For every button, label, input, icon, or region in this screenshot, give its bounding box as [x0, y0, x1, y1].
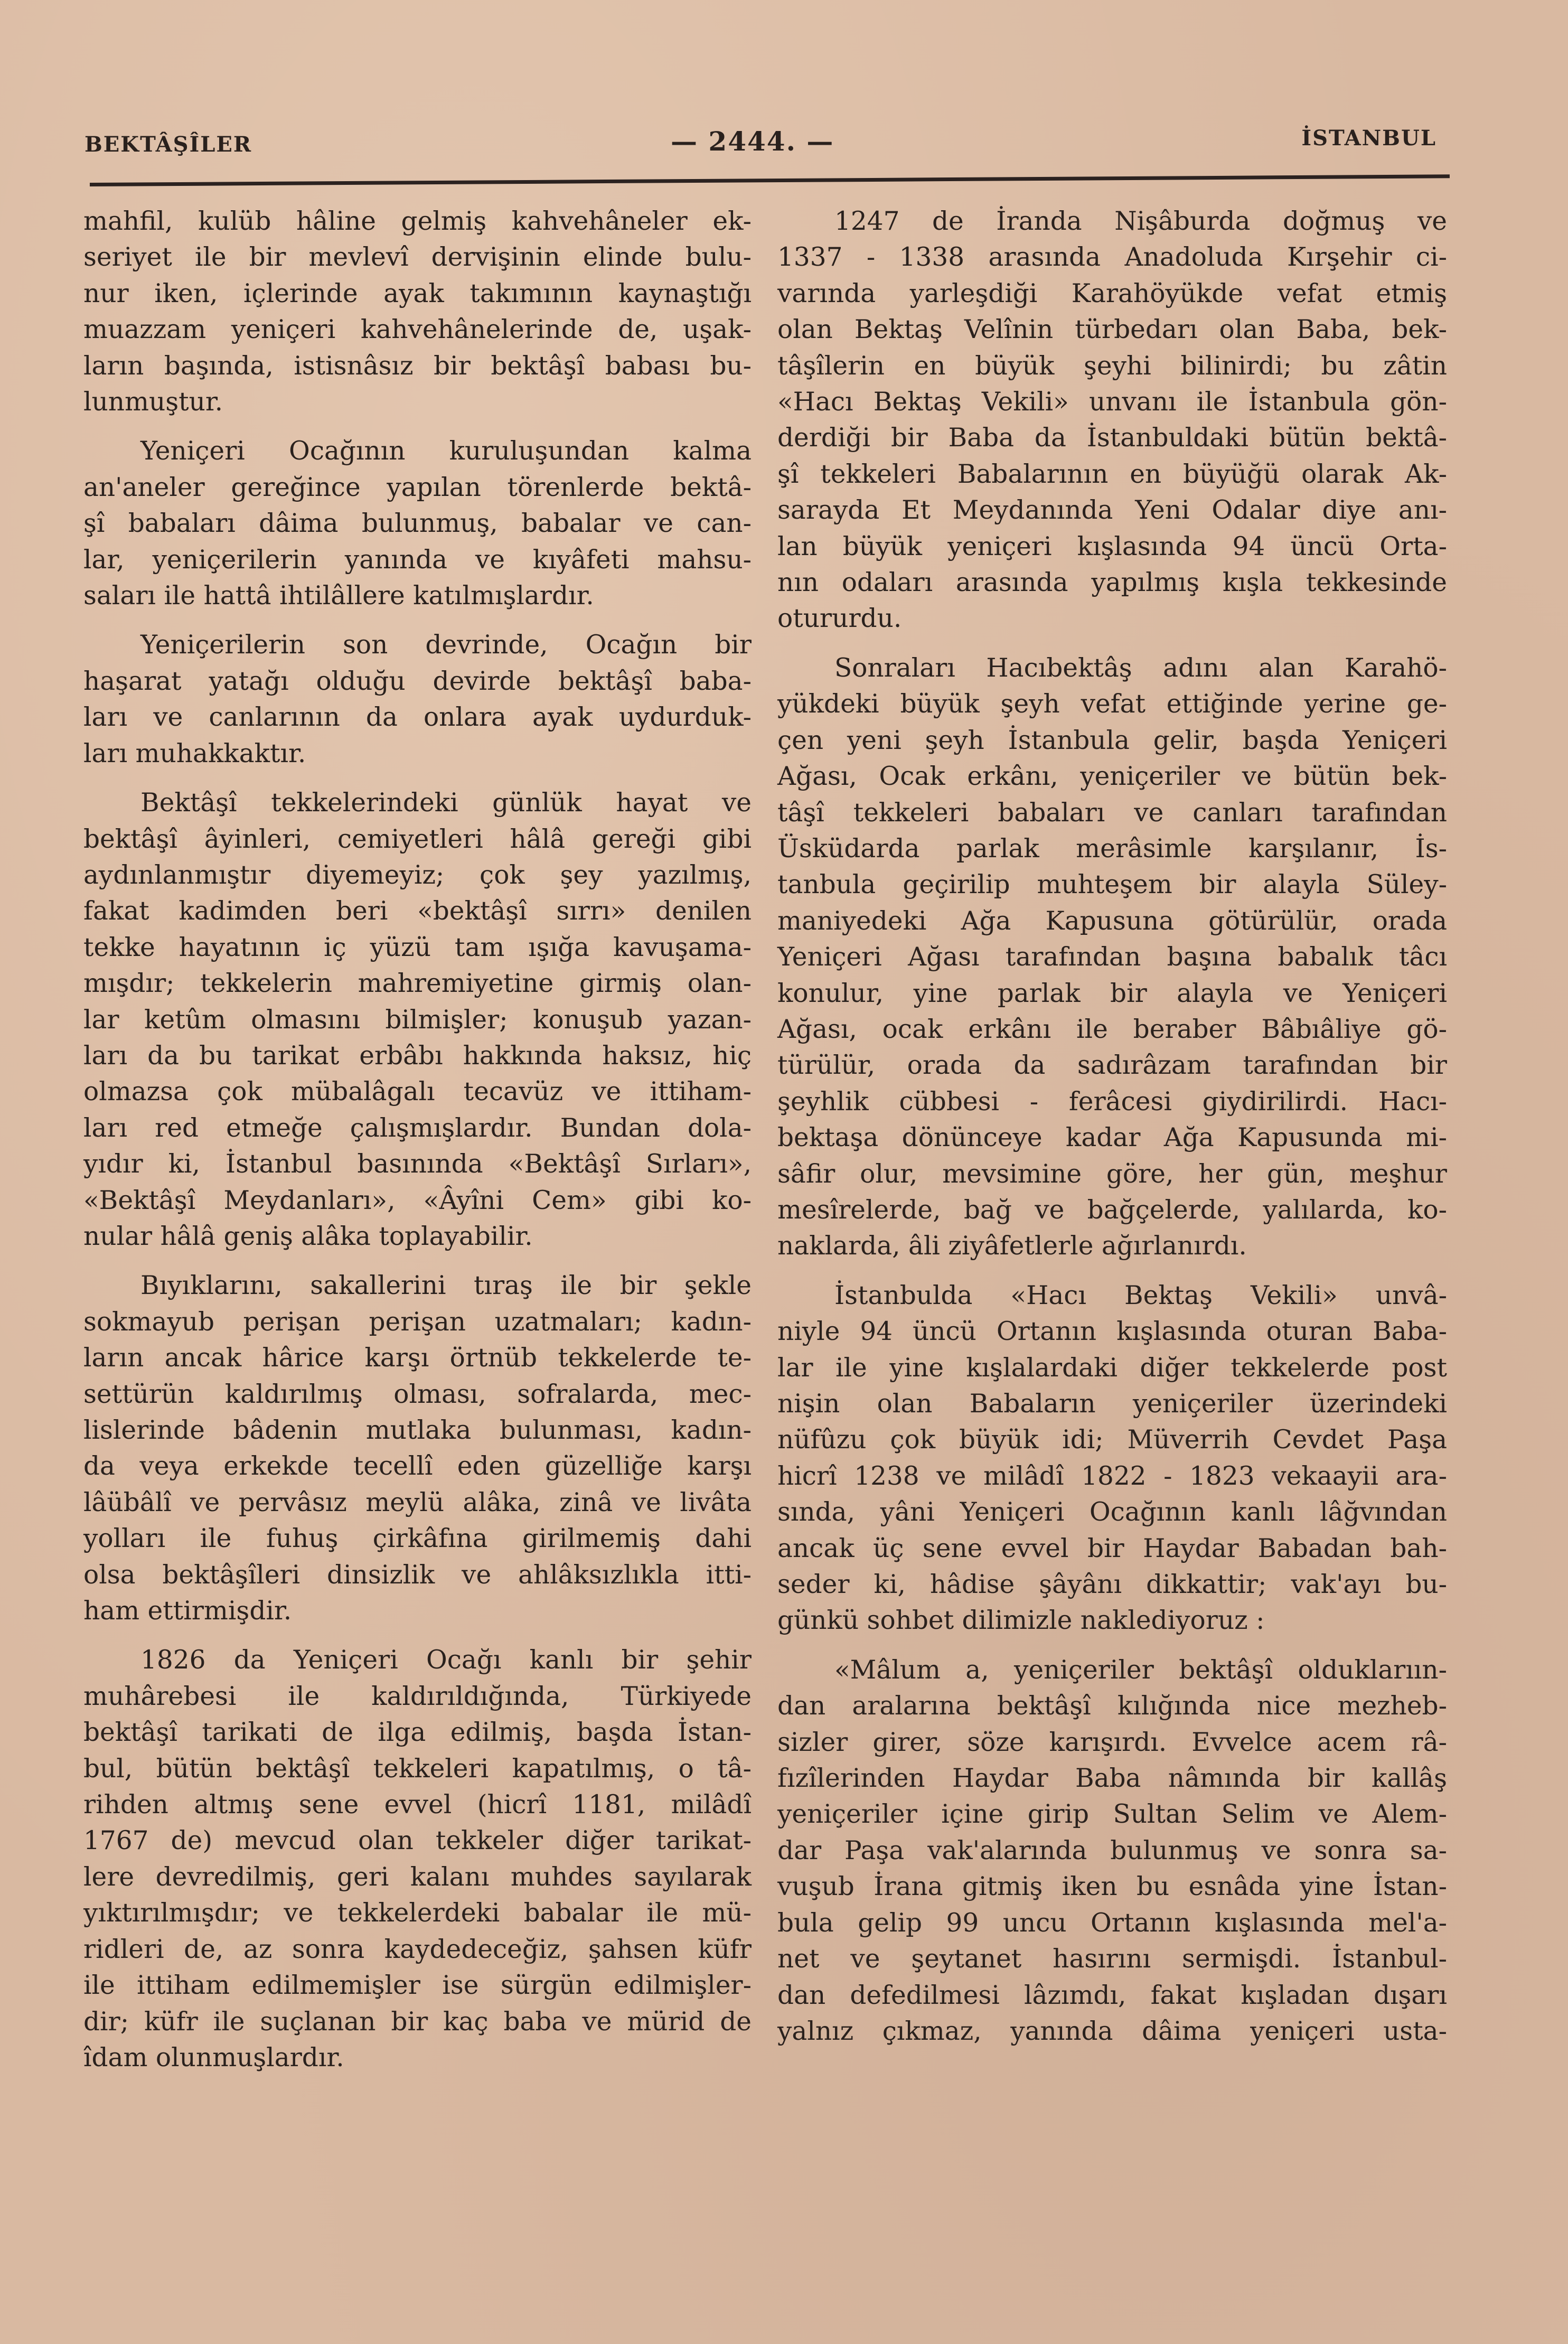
text-line: settürün kaldırılmış olması, sofralarda, mec- [83, 1379, 752, 1409]
text-line: derdiği bir Baba da İstanbuldaki bütün bektâ- [777, 423, 1447, 453]
text-line: 1826 da Yeniçeri Ocağı kanlı bir şehir [140, 1645, 752, 1675]
text-line: lan büyük yeniçeri kışlasında 94 üncü Orta- [777, 531, 1447, 561]
text-line: Yeniçeri Ağası tarafından başına babalık tâcı [777, 942, 1447, 972]
text-line: olan Bektaş Velînin türbedarı olan Baba, bek- [777, 315, 1447, 345]
text-line: seriyet ile bir mevlevî dervişinin elinde bulu- [83, 242, 752, 273]
text-line: 1247 de İranda Nişâburda doğmuş ve [834, 207, 1447, 236]
text-line: lere devredilmiş, geri kalanı muhdes sayılarak [83, 1862, 752, 1892]
text-line: sarayda Et Meydanında Yeni Odalar diye anı- [777, 495, 1447, 526]
text-line: ları ve canlarının da onlara ayak uydurduk- [83, 702, 752, 733]
text-line: bula gelip 99 uncu Ortanın kışlasında mel'a- [777, 1908, 1447, 1938]
text-line: nur iken, içlerinde ayak takımının kaynaştığı [83, 278, 752, 308]
text-line: çen yeni şeyh İstanbula gelir, başda Yeniçeri [777, 725, 1447, 755]
text-line: tanbula geçirilip muhteşem bir alayla Süley- [777, 870, 1447, 900]
text-line: şî tekkeleri Babalarının en büyüğü olarak Ak- [777, 459, 1447, 489]
text-line: sizler girer, söze karışırdı. Evvelce acem râ- [777, 1727, 1447, 1757]
text-line: İstanbulda «Hacı Bektaş Vekili» unvâ- [834, 1280, 1447, 1310]
paragraph [83, 203, 752, 420]
running-head-title: BEKTÂŞÎLER [84, 132, 252, 157]
text-line: yıktırılmışdır; ve tekkelerdeki babalar ile mü- [83, 1898, 752, 1928]
text-line: lar ketûm olmasını bilmişler; konuşub yazan- [83, 1005, 752, 1035]
text-line: niyle 94 üncü Ortanın kışlasında oturan Baba- [777, 1317, 1447, 1347]
text-line: sâfir olur, mevsimine göre, her gün, meşhur [777, 1159, 1447, 1189]
text-line: nular hâlâ geniş alâka toplayabilir. [83, 1221, 533, 1251]
left-column [83, 203, 752, 2089]
running-head-section: İSTANBUL [1301, 126, 1436, 151]
running-head [84, 126, 1436, 157]
paragraph [83, 1268, 752, 1629]
text-line: olsa bektâşîleri dinsizlik ve ahlâksızlıkla itti- [83, 1560, 752, 1590]
text-line: yolları ile fuhuş çirkâfına girilmemiş dahi [83, 1524, 752, 1554]
paragraph [777, 203, 1447, 637]
text-line: sında, yâni Yeniçeri Ocağının kanlı lâğvından [777, 1497, 1447, 1527]
text-line: bektaşa dönünceye kadar Ağa Kapusunda mi- [777, 1123, 1447, 1153]
text-line: îdam olunmuşlardır. [83, 2042, 344, 2073]
text-line: tâşîlerin en büyük şeyhi bilinirdi; bu zâtin [777, 351, 1447, 381]
text-line: ham ettirmişdir. [83, 1596, 292, 1626]
text-line: nişin olan Babaların yeniçeriler üzerindeki [777, 1389, 1447, 1419]
text-line: Yeniçeri Ocağının kuruluşundan kalma [140, 436, 752, 466]
text-line: lâübâlî ve pervâsız meylü alâka, zinâ ve livâta [83, 1487, 752, 1517]
text-line: bektâşî âyinleri, cemiyetleri hâlâ gereği gibi [83, 824, 752, 854]
header-rule [90, 174, 1450, 186]
paragraph [83, 627, 752, 772]
text-line: naklarda, âli ziyâfetlerle ağırlanırdı. [777, 1231, 1247, 1261]
text-line: dan defedilmesi lâzımdı, fakat kışladan dışarı [777, 1980, 1447, 2010]
text-line: «Mâlum a, yeniçeriler bektâşî olduklarıın- [834, 1655, 1447, 1685]
text-line: yıdır ki, İstanbul basınında «Bektâşî Sırları», [83, 1149, 752, 1179]
text-line: mışdır; tekkelerin mahremiyetine girmiş olan- [83, 969, 752, 999]
text-line: ları da bu tarikat erbâbı hakkında haksız, hiç [83, 1040, 752, 1071]
text-line: mesîrelerde, bağ ve bağçelerde, yalılarda, ko- [777, 1195, 1447, 1225]
text-line: dan aralarına bektâşî kılığında nice mezheb- [777, 1691, 1447, 1721]
text-line: dir; küfr ile suçlanan bir kaç baba ve mürid de [83, 2007, 752, 2037]
text-line: «Bektâşî Meydanları», «Âyîni Cem» gibi ko- [83, 1185, 752, 1215]
text-line: net ve şeytanet hasırını sermişdi. İstanbul- [777, 1944, 1447, 1974]
text-line: Yeniçerilerin son devrinde, Ocağın bir [140, 630, 752, 660]
text-line: Sonraları Hacıbektâş adını alan Karahö- [834, 653, 1447, 683]
text-line: lislerinde bâdenin mutlaka bulunması, kadın- [83, 1415, 752, 1445]
text-line: Bıyıklarını, sakallerini tıraş ile bir şekle [140, 1271, 752, 1301]
text-line: muhârebesi ile kaldırıldığında, Türkiyede [83, 1681, 752, 1711]
text-line: konulur, yine parlak bir alayla ve Yeniçeri [777, 978, 1447, 1008]
paragraph [83, 433, 752, 614]
text-line: aydınlanmıştır diyemeyiz; çok şey yazılmış, [83, 860, 752, 890]
paragraph [83, 785, 752, 1254]
text-line: an'aneler gereğince yapılan törenlerde bektâ- [83, 472, 752, 502]
text-line: ların başında, istisnâsız bir bektâşî babası bu- [83, 351, 752, 381]
text-line: Ağası, ocak erkânı ile beraber Bâbıâliye gö- [777, 1014, 1447, 1044]
text-line: bul, bütün bektâşî tekkeleri kapatılmış, o tâ- [83, 1754, 752, 1784]
text-line: Üsküdarda parlak merâsimle karşılanır, İs- [777, 833, 1447, 864]
text-line: fakat kadimden beri «bektâşî sırrı» denilen [83, 896, 752, 926]
text-line: Bektâşî tekkelerindeki günlük hayat ve [140, 788, 752, 818]
text-line: ridleri de, az sonra kaydedeceğiz, şahsen küfr [83, 1934, 752, 1964]
text-line: ların ancak hârice karşı örtnüb tekkelerde te- [83, 1343, 752, 1373]
right-column [777, 203, 1447, 2062]
text-line: nüfûzu çok büyük idi; Müverrih Cevdet Paşa [777, 1425, 1447, 1455]
text-line: ile ittiham edilmemişler ise sürgün edilmişler- [83, 1971, 752, 2001]
page-number: — 2444. — [671, 126, 834, 157]
text-line: türülür, orada da sadırâzam tarafından bir [777, 1051, 1447, 1081]
text-line: hicrî 1238 ve milâdî 1822 - 1823 vekaayii ara- [777, 1461, 1447, 1491]
text-line: yükdeki büyük şeyh vefat ettiğinde yerine ge- [777, 689, 1447, 719]
text-line: da veya erkekde tecellî eden güzelliğe karşı [83, 1451, 752, 1482]
text-line: otururdu. [777, 604, 902, 634]
text-line: sokmayub perişan perişan uzatmaları; kadın- [83, 1307, 752, 1337]
text-line: lar ile yine kışlalardaki diğer tekkelerde post [777, 1353, 1447, 1383]
text-line: fızîlerinden Haydar Baba nâmında bir kallâş [777, 1764, 1447, 1794]
paragraph [777, 650, 1447, 1264]
text-line: mahfil, kulüb hâline gelmiş kahvehâneler ek- [83, 207, 752, 236]
text-line: seder ki, hâdise şâyânı dikkattir; vak'ayı bu- [777, 1570, 1447, 1600]
text-line: olmazsa çok mübalâgalı tecavüz ve ittiham- [83, 1077, 752, 1107]
text-line: bektâşî tarikati de ilga edilmiş, başda İstan- [83, 1718, 752, 1748]
text-line: şî babaları dâima bulunmuş, babalar ve can- [83, 509, 752, 539]
text-line: tâşî tekkeleri babaları ve canları tarafından [777, 798, 1447, 828]
paragraph [777, 1278, 1447, 1639]
text-line: lar, yeniçerilerin yanında ve kıyâfeti mahsu- [83, 545, 752, 575]
text-line: 1337 - 1338 arasında Anadoluda Kırşehir ci- [777, 242, 1447, 273]
text-line: vuşub İrana gitmiş iken bu esnâda yine İstan- [777, 1872, 1447, 1902]
text-line: ları red etmeğe çalışmışlardır. Bundan dola- [83, 1113, 752, 1143]
text-line: nın odaları arasında yapılmış kışla tekkesinde [777, 568, 1447, 598]
text-line: saları ile hattâ ihtilâllere katılmışlardır. [83, 581, 594, 611]
text-line: lunmuştur. [83, 387, 223, 417]
text-line: yeniçeriler içine girip Sultan Selim ve Alem- [777, 1799, 1447, 1830]
paragraph [83, 1642, 752, 2076]
text-line: yalnız çıkmaz, yanında dâima yeniçeri usta- [777, 2016, 1447, 2046]
text-line: maniyedeki Ağa Kapusuna götürülür, orada [777, 906, 1447, 936]
text-line: Ağası, Ocak erkânı, yeniçeriler ve bütün bek- [777, 762, 1447, 792]
text-line: ları muhakkaktır. [83, 738, 306, 768]
text-line: tekke hayatının iç yüzü tam ışığa kavuşama- [83, 932, 752, 962]
text-line: 1767 de) mevcud olan tekkeler diğer tarikat- [83, 1826, 752, 1856]
text-line: «Hacı Bektaş Vekili» unvanı ile İstanbula gön- [777, 387, 1447, 417]
text-line: varında yarleşdiği Karahöyükde vefat etmiş [777, 278, 1447, 308]
text-line: muazzam yeniçeri kahvehânelerinde de, uşak- [83, 315, 752, 345]
paragraph [777, 1652, 1447, 2049]
text-line: ancak üç sene evvel bir Haydar Babadan bah- [777, 1533, 1447, 1563]
text-line: haşarat yatağı olduğu devirde bektâşî baba- [83, 666, 752, 696]
text-line: günkü sohbet dilimizle naklediyoruz : [777, 1606, 1265, 1636]
text-line: dar Paşa vak'alarında bulunmuş ve sonra sa- [777, 1835, 1447, 1865]
text-line: şeyhlik cübbesi - ferâcesi giydirilirdi. Hacı- [777, 1086, 1447, 1117]
text-line: rihden altmış sene evvel (hicrî 1181, milâdî [83, 1790, 752, 1820]
